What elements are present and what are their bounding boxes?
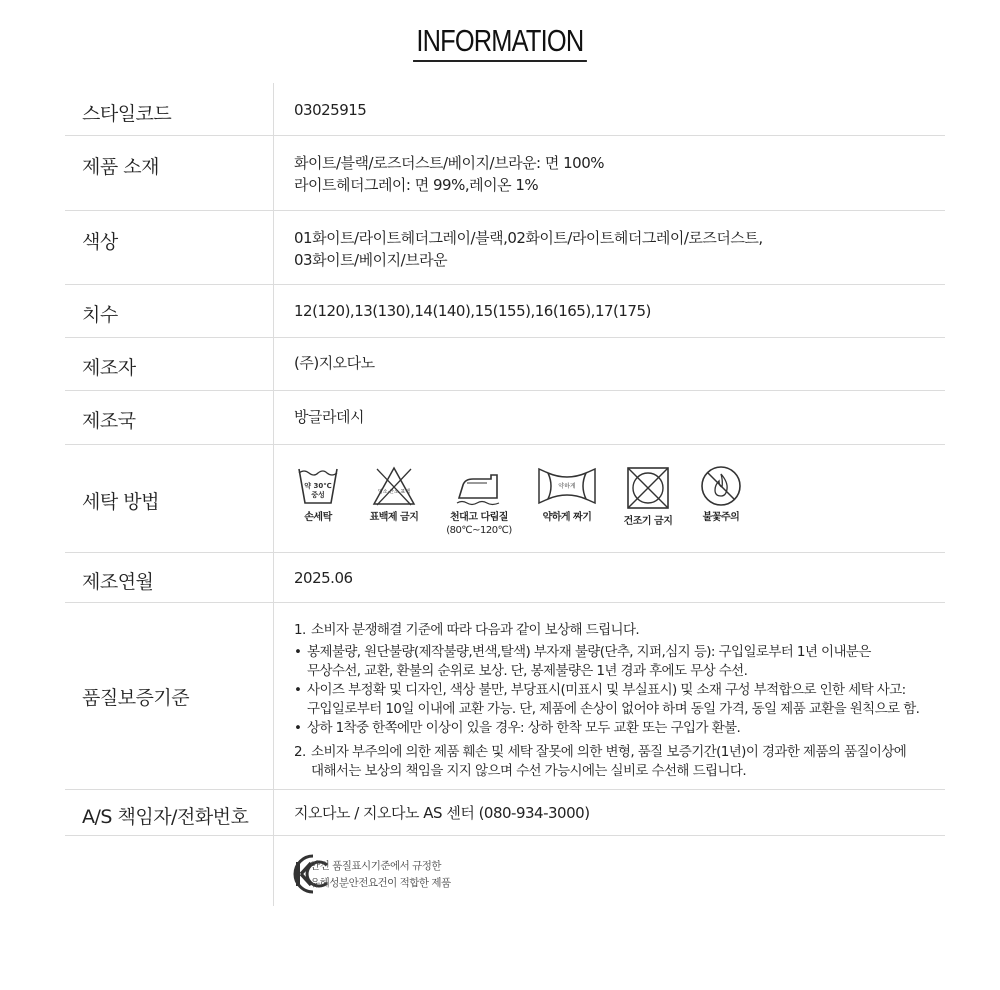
kc-text-line1: 안전 품질표시기준에서 규정한 [310,860,442,872]
quality-item-1 [294,621,919,640]
care-label-hand-wash: 손세탁 [304,512,332,523]
care-label-gentle-wring: 약하게 짜기 [542,512,592,523]
label-washing: 세탁 방법 [82,491,159,513]
kc-text-line2: 유해성분안전요건이 적합한 제품 [310,877,451,889]
bullet-dot: • [294,720,302,736]
care-no-tumble-dry [613,465,683,528]
page-title: INFORMATION [413,24,587,62]
row-style-code [65,83,945,136]
quality-bullet-2-line2: 구입일로부터 10일 이내에 교환 가능. 단, 제품에 손상이 없어야 하며 동일 가격, 동일 제품 교환을 원칙으로 함. [307,701,920,717]
quality-item-2 [294,743,919,781]
no-tumble-dry-icon [625,465,671,511]
value-material-line2: 라이트헤더그레이: 면 99%,레이온 1% [294,176,539,194]
label-style-code: 스타일코드 [82,103,172,125]
care-fire-caution [689,465,753,524]
label-manufacturer: 제조자 [82,357,136,379]
label-quality: 품질보증기준 [82,687,190,709]
row-size [65,285,945,338]
quality-bullet-3-line1: 상하 1착중 한쪽에만 이상이 있을 경우: 상하 한착 모두 교환 또는 구입가 환불. [307,720,741,736]
care-label-iron: 천대고 다림질 [450,512,508,523]
value-material-line1: 화이트/블랙/로즈더스트/베이지/브라운: 면 100% [294,154,605,172]
no-bleach-inner: 염소·산소 표백 [377,489,411,495]
no-bleach-icon [371,465,417,507]
bullet-dot: • [294,682,302,698]
row-date [65,553,945,603]
row-country [65,391,945,445]
bullet-dot: • [294,644,302,660]
quality-item-2-num: 2. [294,744,306,760]
hand-wash-temp: 약 30℃ [304,482,332,490]
row-material [65,136,945,211]
value-style-code: 03025915 [294,101,367,119]
gentle-wring-inner: 약하게 [558,483,576,490]
row-manufacturer [65,338,945,391]
row-quality [65,603,945,790]
value-color-line2: 03화이트/베이지/브라운 [294,251,448,269]
label-as: A/S 책임자/전화번호 [82,806,249,828]
hand-wash-neutral: 중성 [311,491,325,499]
label-size: 치수 [82,304,118,326]
care-symbols [287,465,757,545]
fire-caution-icon [698,465,744,507]
care-iron [437,465,521,537]
row-as [65,790,945,836]
value-size: 12(120),13(130),14(140),15(155),16(165),17(175) [294,302,651,320]
value-as: 지오다노 / 지오다노 AS 센터 (080-934-3000) [294,804,590,822]
row-color [65,211,945,285]
quality-bullet-3 [294,719,919,738]
label-date: 제조연월 [82,571,154,593]
hand-wash-icon [295,465,341,507]
row-kc [65,836,945,906]
care-label-no-tumble-dry: 건조기 금지 [623,516,673,527]
care-no-bleach [357,465,431,524]
quality-list [294,621,919,781]
value-color-line1: 01화이트/라이트헤더그레이/블랙,02화이트/라이트헤더그레이/로즈더스트, [294,229,763,247]
quality-item-1-text: 소비자 분쟁해결 기준에 따라 다음과 같이 보상해 드립니다. [311,622,640,638]
value-date: 2025.06 [294,569,353,587]
gentle-wring-icon [536,465,598,507]
kc-text [310,858,451,892]
value-country: 방글라데시 [294,408,364,426]
label-color: 색상 [82,231,118,253]
label-country: 제조국 [82,410,136,432]
row-washing [65,445,945,553]
quality-bullet-2-line1: 사이즈 부정확 및 디자인, 색상 불만, 부당표시(미표시 및 부실표시) 및 소재 구성 부적합으로 인한 세탁 사고: [307,682,906,698]
quality-bullet-1-line1: 봉제불량, 원단불량(제작불량,변색,탈색) 부자재 불량(단추, 지퍼,심지 등): 구입일로부터 1년 이내분은 [307,644,871,660]
info-table [65,83,945,906]
value-color [294,227,763,271]
value-material [294,152,604,196]
iron-icon [453,465,505,507]
quality-item-2-line1: 소비자 부주의에 의한 제품 훼손 및 세탁 잘못에 의한 변형, 품질 보증기간(1년)이 경과한 제품의 품질이상에 [311,744,907,760]
value-manufacturer: (주)지오다노 [294,354,375,372]
quality-item-1-num: 1. [294,622,306,638]
page-title-wrap [0,24,1000,62]
quality-bullet-1-line2: 무상수선, 교환, 환불의 순위로 보상. 단, 봉제불량은 1년 경과 후에도 무상 수선. [307,663,748,679]
quality-bullet-1 [294,643,919,681]
care-gentle-wring [527,465,607,524]
care-hand-wash [287,465,349,524]
care-label-fire-caution: 불꽃주의 [702,512,740,523]
label-material: 제품 소재 [82,156,159,178]
care-label-no-bleach: 표백제 금지 [369,512,419,523]
quality-item-2-line2: 대해서는 보상의 책임을 지지 않으며 수선 가능시에는 실비로 수선해 드립니다. [311,763,747,779]
quality-bullet-2 [294,681,919,719]
care-label-iron-temp: (80℃~120℃) [446,525,512,536]
